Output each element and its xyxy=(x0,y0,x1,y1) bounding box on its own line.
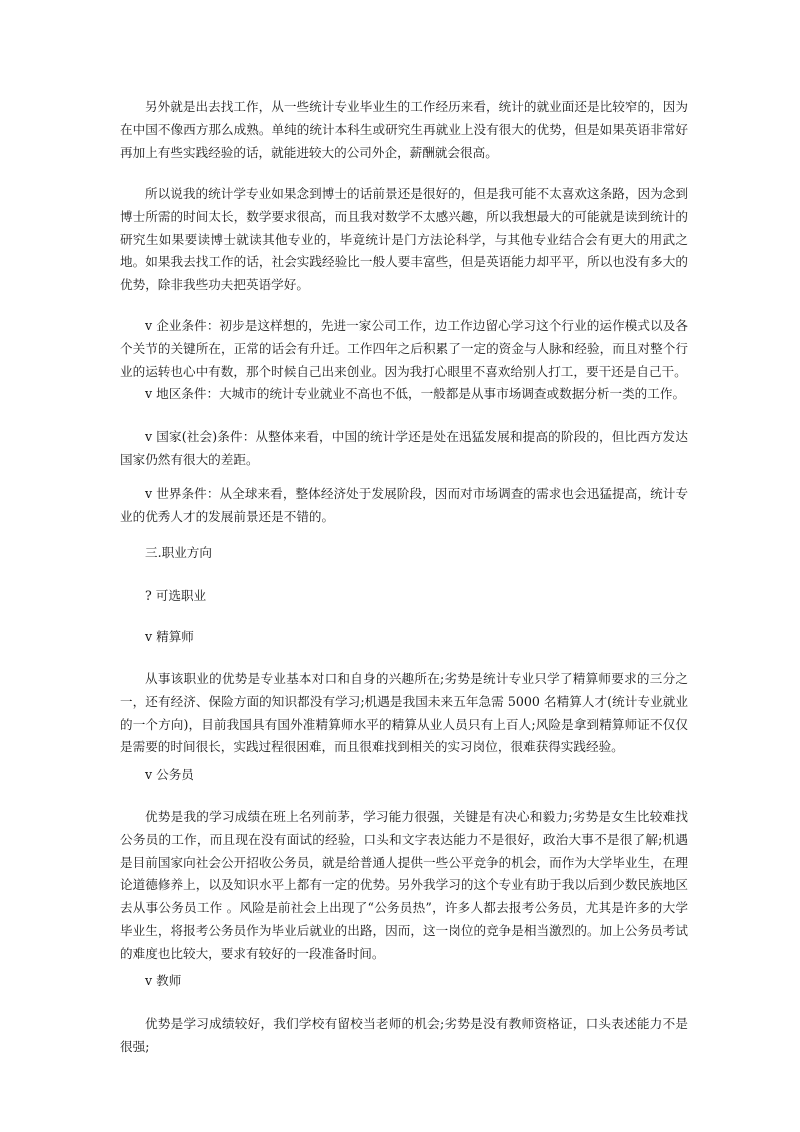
paragraph-actuary: 从事该职业的优势是专业基本对口和自身的兴趣所在;劣势是统计专业只学了精算师要求的三分之一，还有经济、保险方面的知识都没有学习;机遇是我国未来五年急需 5000 名精算人才(统计专业就业的一个方向)，目前我国具有国外准精算师水平的精算从业人员只有上百人;风险是拿到精算师证不仅仅是需要的时间很长，实践过程很困难，而且很难找到相关的实习岗位，很难获得实践经验。 xyxy=(120,671,688,755)
paragraph-job-search: 另外就是出去找工作，从一些统计专业毕业生的工作经历来看，统计的就业面还是比较窄的，因为在中国不像西方那么成熟。单纯的统计本科生或研究生再就业上没有很大的优势，但是如果英语非常好再加上有些实践经验的话，就能进较大的公司外企，薪酬就会很高。 xyxy=(120,99,688,160)
paragraph-enterprise-conditions: v 企业条件：初步是这样想的，先进一家公司工作，边工作边留心学习这个行业的运作模式以及各个关节的关键所在，正常的话会有升迁。工作四年之后积累了一定的资金与人脉和经验，而且对整个行业的运转也心中有数，那个时候自己出来创业。因为我打心眼里不喜欢给别人打工，要干还是自己干。 xyxy=(120,318,688,379)
paragraph-civil-servant: 优势是我的学习成绩在班上名列前茅，学习能力很强，关键是有决心和毅力;劣势是女生比较难找公务员的工作，而且现在没有面试的经验，口头和文字表达能力不是很好，政治大事不是很了解;机遇是目前国家向社会公开招收公务员，就是给普通人提供一些公平竞争的机会，而作为大学毕业生，在理论道德修养上，以及知识水平上都有一定的优势。另外我学习的这个专业有助于我以后到少数民族地区去从事公务员工作 。风险是前社会上出现了“公务员热”，许多人都去报考公务员，尤其是许多的大学毕业生，将报考公务员作为毕业后就业的出路，因而，这一岗位的竞争是相当激烈的。加上公务员考试的难度也比较大，要求有较好的一段准备时间。 xyxy=(120,809,688,961)
subheading-civil-servant: v 公务员 xyxy=(145,767,194,782)
subheading-teacher: v 教师 xyxy=(145,973,182,988)
paragraph-national-conditions: v 国家(社会)条件：从整体来看，中国的统计学还是处在迅猛发展和提高的阶段的，但比西方发达国家仍然有很大的差距。 xyxy=(120,429,688,467)
paragraph-region-conditions: v 地区条件：大城市的统计专业就业不高也不低，一般都是从事市场调查或数据分析一类的工作。 xyxy=(145,386,686,401)
section-heading-career-direction: 三.职业方向 xyxy=(145,545,212,560)
paragraph-doctorate: 所以说我的统计学专业如果念到博士的话前景还是很好的，但是我可能不太喜欢这条路，因为念到博士所需的时间太长，数学要求很高，而且我对数学不太感兴趣，所以我想最大的可能就是读到统计的研究生如果要读博士就读其他专业的，毕竟统计是门方法论科学，与其他专业结合会有更大的用武之地。如果我去找工作的话，社会实践经验比一般人要丰富些，但是英语能力却平平，所以也没有多大的优势，除非我些功夫把英语学好。 xyxy=(120,186,688,293)
subheading-optional-careers: ? 可选职业 xyxy=(145,588,207,603)
paragraph-teacher: 优势是学习成绩较好，我们学校有留校当老师的机会;劣势是没有教师资格证，口头表述能力不是很强; xyxy=(120,1016,688,1054)
paragraph-world-conditions: v 世界条件：从全球来看，整体经济处于发展阶段，因而对市场调查的需求也会迅猛提高，统计专业的优秀人才的发展前景还是不错的。 xyxy=(120,486,688,524)
subheading-actuary: v 精算师 xyxy=(145,629,194,644)
